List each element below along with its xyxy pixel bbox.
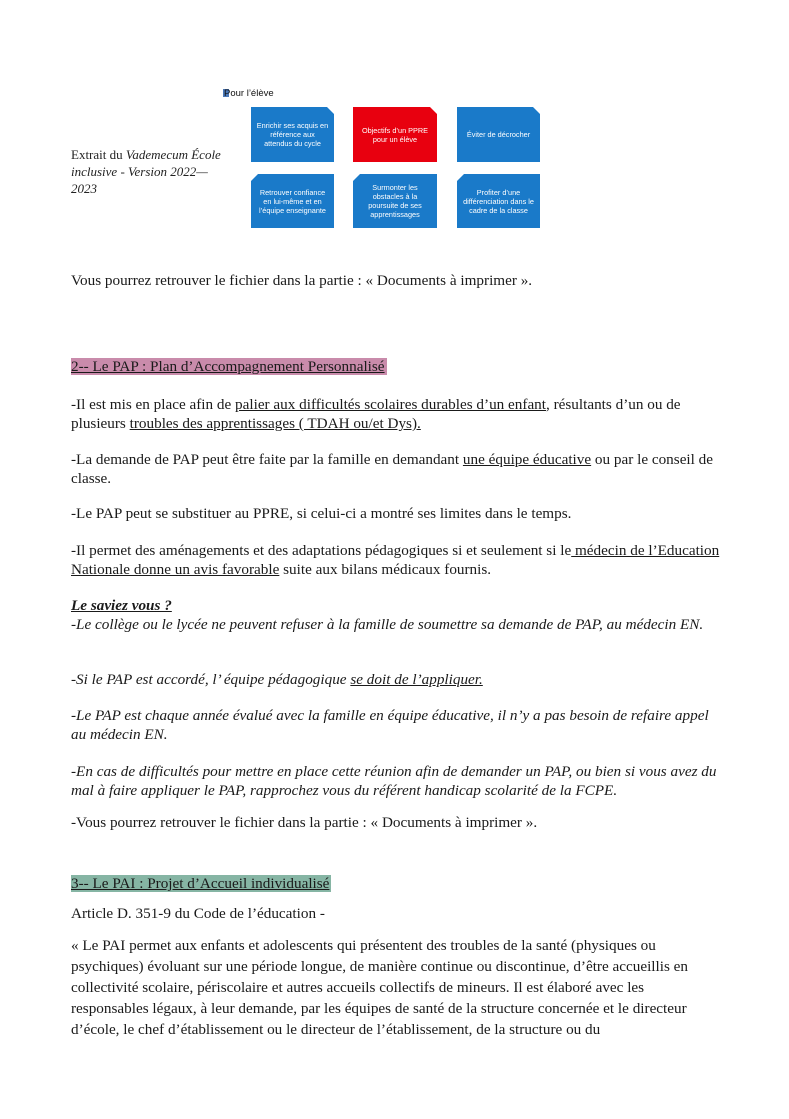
know-block-1: Le saviez vous ? -Le collège ou le lycée ne peuvent refuser à la famille de soumettre sa demande de PAP, au médecin EN. [71,597,704,633]
ppre-documents-note: Vous pourrez retrouver le fichier dans la partie : « Documents à imprimer ». [71,272,533,289]
pai-article: Article D. 351-9 du Code de l’éducation - [71,905,325,922]
know-title: Le saviez vous ? [71,597,172,614]
pap-documents-note: -Vous pourrez retrouver le fichier dans la partie : « Documents à imprimer ». [71,814,538,831]
diagram-box-obstacles: Surmonter les obstacles à la poursuite de ses apprentissages [353,174,437,228]
know-paragraph-3: -Le PAP est chaque année évalué avec la famille en équipe éducative, il n’y a pas besoin de refaire appel au médecin EN. [71,707,709,743]
pap-paragraph-4: -Il permet des aménagements et des adaptations pédagogiques si et seulement si le médecin de l’Education Nationale donne un avis favorable suite aux bilans médicaux fournis. [71,542,720,578]
pai-heading: 3-- Le PAI : Projet d’Accueil individualisé [71,875,330,892]
pap-heading: 2-- Le PAP : Plan d’Accompagnement Personnalisé [71,358,385,375]
diagram-box-confidence: Retrouver confiance en lui-même et en l’équipe enseignante [251,174,334,228]
pai-heading-row [71,874,721,893]
know-paragraph-4: -En cas de difficultés pour mettre en place cette réunion afin de demander un PAP, ou bien si vous avez du mal à faire appliquer le PAP, rapprochez vous du référent handicap scolarité de la FCPE. [71,763,717,799]
know-paragraph-2: -Si le PAP est accordé, l’ équipe pédagogique se doit de l’appliquer. [71,671,483,688]
figure-caption [71,146,231,197]
pap-heading-row [71,357,721,376]
diagram-box-dropout: Éviter de décrocher [457,107,540,162]
pai-quote: « Le PAI permet aux enfants et adolescents qui présentent des troubles de la santé (physiques ou psychiques) évoluant sur une période longue, de manière continue ou discontinue, d’être accueillis en collectivité scolaire, périscolaire et autres accueils collectifs de mineurs. Il est élaboré avec les responsables légaux, à leur demande, par les équipes de santé de la structure concernée et le directeur d’école, le chef d’établissement ou le directeur de l’établissement, de la structure ou du [71,937,688,1038]
diagram-title: Pour l’élève [224,88,274,99]
diagram-box-differentiation: Profiter d’une différenciation dans le cadre de la classe [457,174,540,228]
diagram-box-enrich: Enrichir ses acquis en référence aux attendus du cycle [251,107,334,162]
diagram-box-center: Objectifs d’un PPRE pour un élève [353,107,437,162]
pap-paragraph-2: -La demande de PAP peut être faite par la famille en demandant une équipe éducative ou par le conseil de classe. [71,451,714,487]
pap-paragraph-3: -Le PAP peut se substituer au PPRE, si celui-ci a montré ses limites dans le temps. [71,505,572,522]
caption-prefix: Extrait du [71,147,126,162]
pap-paragraph-1: -Il est mis en place afin de palier aux difficultés scolaires durables d’un enfant, résultants d’un ou de plusieurs troubles des apprentissages ( TDAH ou/et Dys). [71,396,681,432]
caption-title: Vademecum École inclusive - Version 2022—2023 [71,147,221,196]
